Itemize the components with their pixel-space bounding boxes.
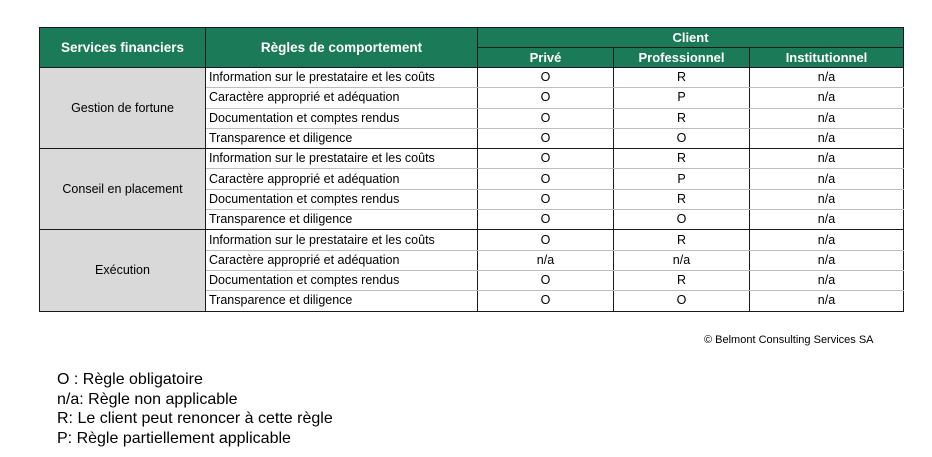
rules-matrix-table <box>39 27 904 312</box>
institutionnel-cell: n/a <box>750 88 904 108</box>
professionnel-cell: P <box>614 169 750 189</box>
institutionnel-cell: n/a <box>750 108 904 128</box>
rule-cell: Documentation et comptes rendus <box>206 108 478 128</box>
prive-cell: O <box>478 270 614 290</box>
professionnel-cell: n/a <box>614 250 750 270</box>
prive-cell: O <box>478 128 614 148</box>
header-client: Client <box>478 28 904 48</box>
rule-cell: Transparence et diligence <box>206 128 478 148</box>
prive-cell: O <box>478 230 614 250</box>
rule-cell: Information sur le prestataire et les coûts <box>206 68 478 88</box>
rule-cell: Documentation et comptes rendus <box>206 270 478 290</box>
professionnel-cell: R <box>614 149 750 169</box>
prive-cell: O <box>478 291 614 311</box>
professionnel-cell: O <box>614 210 750 230</box>
professionnel-cell: R <box>614 189 750 209</box>
rule-cell: Transparence et diligence <box>206 291 478 311</box>
table-row <box>40 68 904 88</box>
service-cell: Gestion de fortune <box>40 68 206 149</box>
header-rules: Règles de comportement <box>206 28 478 68</box>
rule-cell: Caractère approprié et adéquation <box>206 169 478 189</box>
prive-cell: O <box>478 210 614 230</box>
rule-cell: Information sur le prestataire et les coûts <box>206 230 478 250</box>
institutionnel-cell: n/a <box>750 149 904 169</box>
professionnel-cell: R <box>614 230 750 250</box>
institutionnel-cell: n/a <box>750 128 904 148</box>
header-professionnel: Professionnel <box>614 48 750 68</box>
institutionnel-cell: n/a <box>750 230 904 250</box>
prive-cell: n/a <box>478 250 614 270</box>
professionnel-cell: O <box>614 291 750 311</box>
professionnel-cell: R <box>614 270 750 290</box>
prive-cell: O <box>478 169 614 189</box>
institutionnel-cell: n/a <box>750 250 904 270</box>
institutionnel-cell: n/a <box>750 68 904 88</box>
legend-item-obligatoire: O : Règle obligatoire <box>57 371 203 388</box>
institutionnel-cell: n/a <box>750 189 904 209</box>
prive-cell: O <box>478 108 614 128</box>
professionnel-cell: R <box>614 108 750 128</box>
matrix-body <box>40 68 904 312</box>
prive-cell: O <box>478 149 614 169</box>
prive-cell: O <box>478 189 614 209</box>
institutionnel-cell: n/a <box>750 210 904 230</box>
professionnel-cell: R <box>614 68 750 88</box>
table-row <box>40 149 904 169</box>
header-prive: Privé <box>478 48 614 68</box>
prive-cell: O <box>478 88 614 108</box>
rule-cell: Caractère approprié et adéquation <box>206 88 478 108</box>
table-row <box>40 230 904 250</box>
prive-cell: O <box>478 68 614 88</box>
copyright-notice: © Belmont Consulting Services SA <box>704 334 874 346</box>
institutionnel-cell: n/a <box>750 291 904 311</box>
professionnel-cell: O <box>614 128 750 148</box>
rule-cell: Caractère approprié et adéquation <box>206 250 478 270</box>
legend <box>57 370 333 448</box>
legend-item-non-applicable: n/a: Règle non applicable <box>57 390 238 408</box>
header-institutionnel: Institutionnel <box>750 48 904 68</box>
rule-cell: Information sur le prestataire et les coûts <box>206 149 478 169</box>
legend-item-renoncer: R: Le client peut renoncer à cette règle <box>57 410 333 427</box>
rule-cell: Transparence et diligence <box>206 210 478 230</box>
professionnel-cell: P <box>614 88 750 108</box>
rule-cell: Documentation et comptes rendus <box>206 189 478 209</box>
service-cell: Exécution <box>40 230 206 311</box>
header-services: Services financiers <box>40 28 206 68</box>
legend-item-partiellement: P: Règle partiellement applicable <box>57 429 291 447</box>
institutionnel-cell: n/a <box>750 270 904 290</box>
service-cell: Conseil en placement <box>40 149 206 230</box>
institutionnel-cell: n/a <box>750 169 904 189</box>
